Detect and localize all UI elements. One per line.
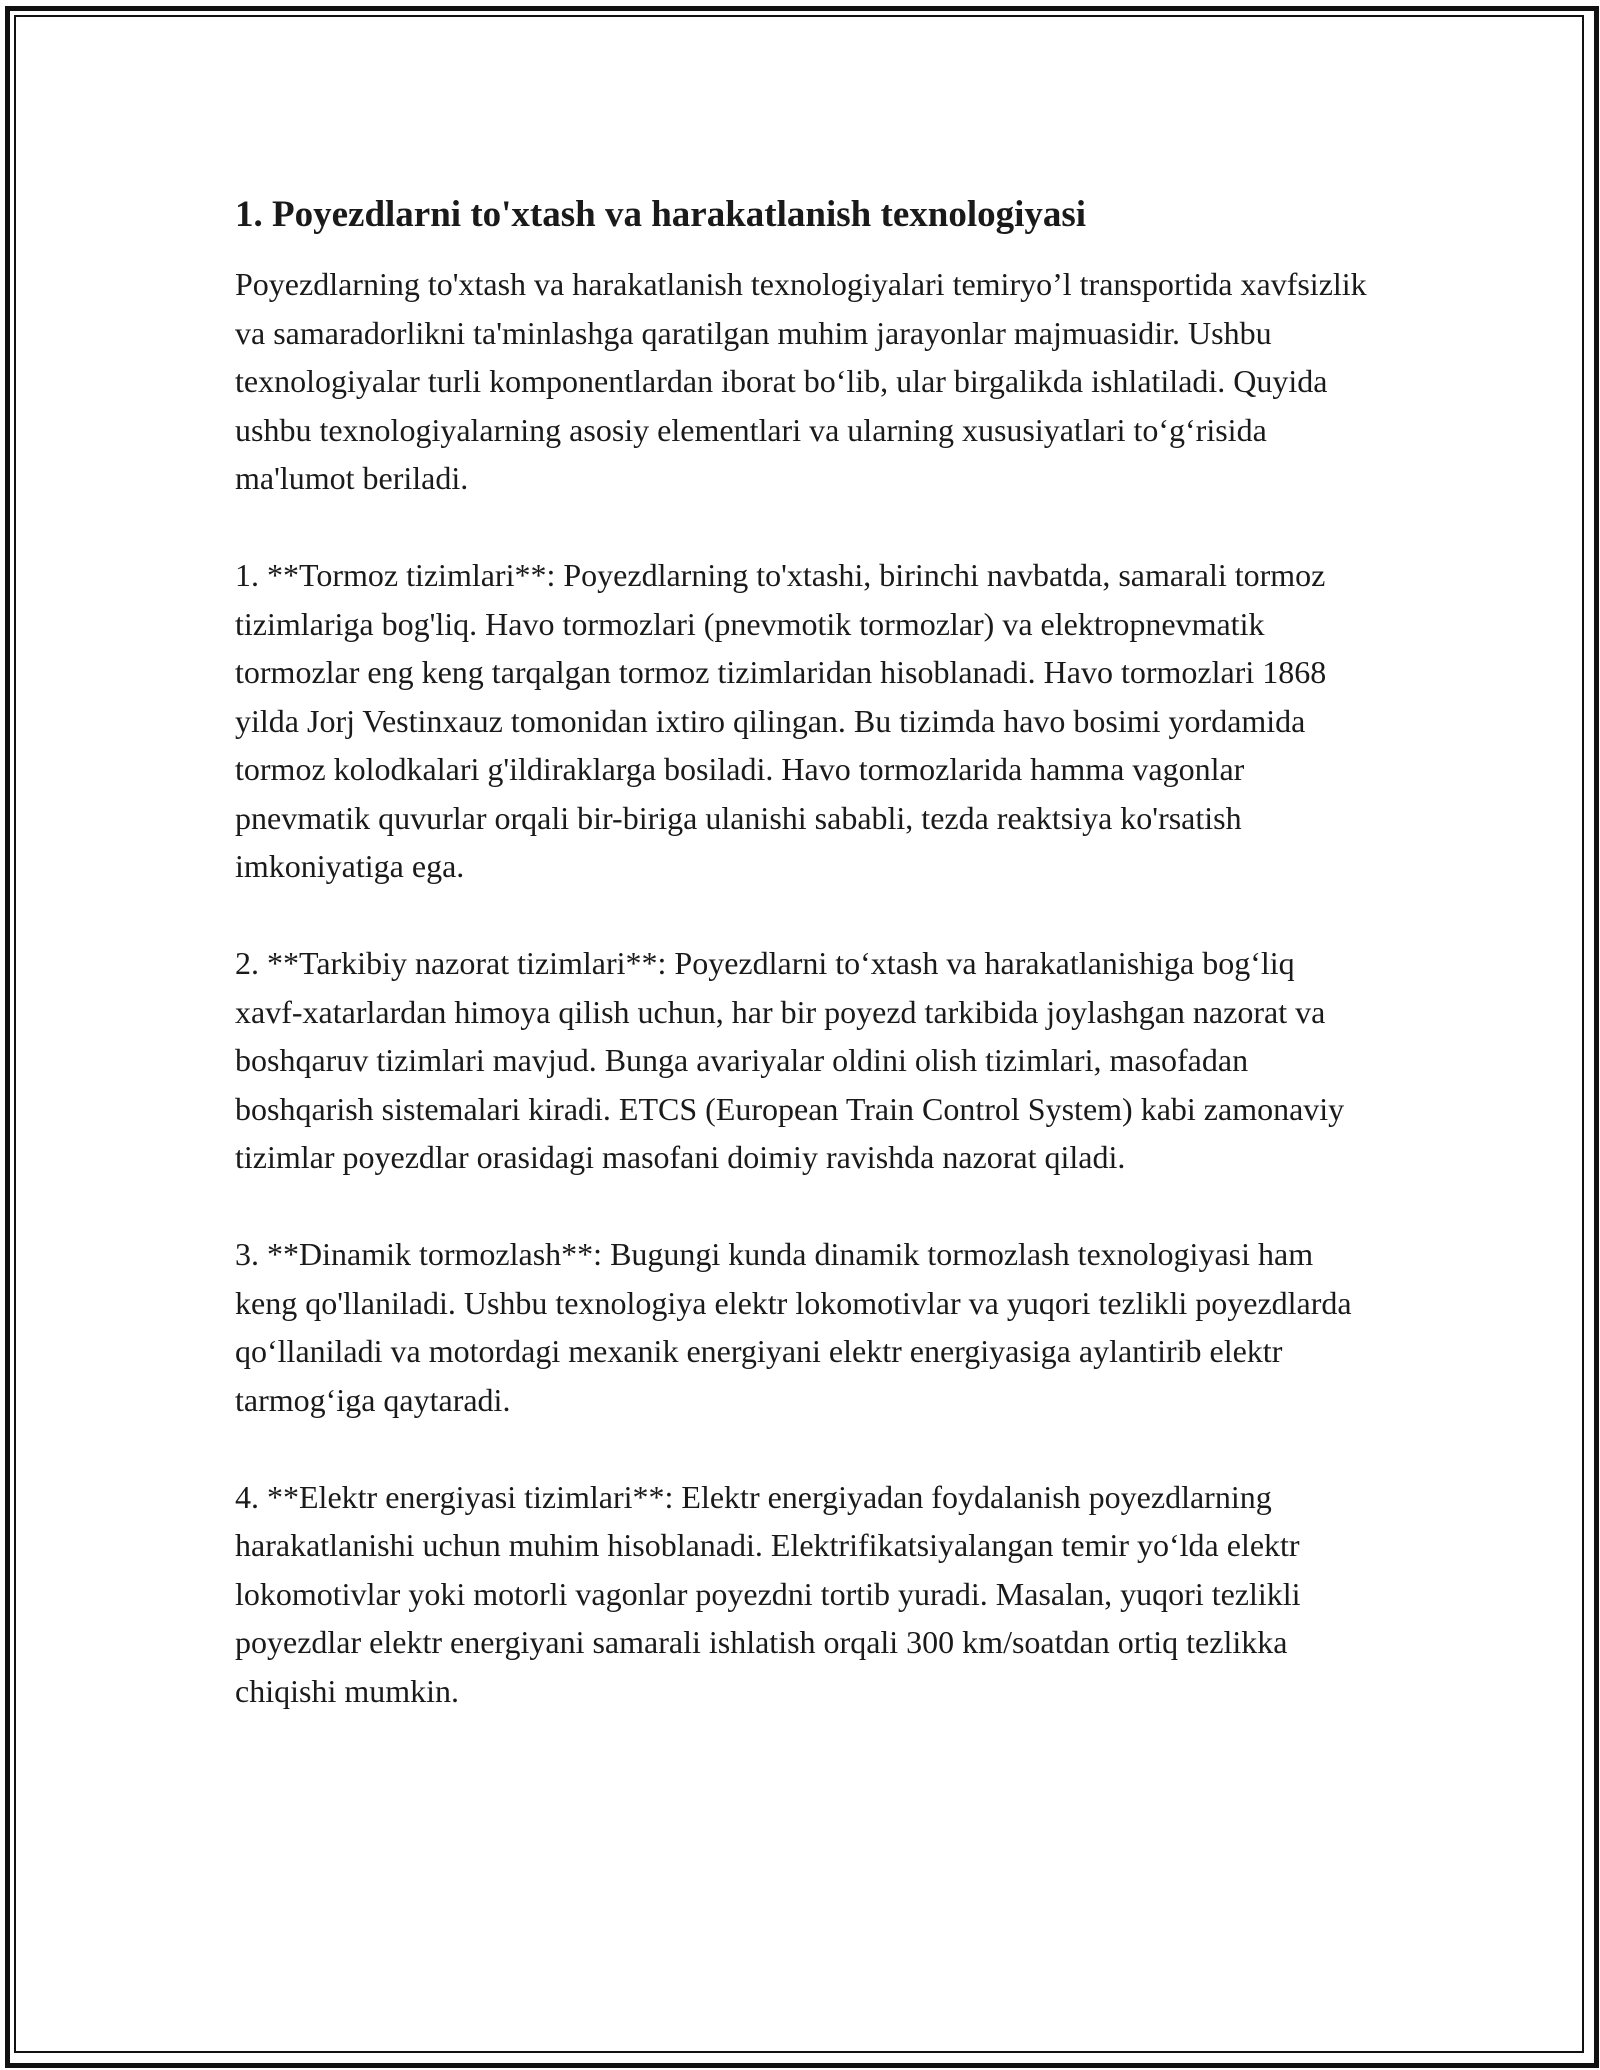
document-title: 1. Poyezdlarni to'xtash va harakatlanish texnologiyasi	[235, 194, 1087, 235]
paragraph-control-systems: 2. **Tarkibiy nazorat tizimlari**: Poyezdlarni to‘xtash va harakatlanishiga bog‘liq xavf-xatarlardan himoya qilish uchun, har bir poyezd tarkibida joylashgan nazorat va boshqaruv tizimlari mavjud. Bunga avariyalar oldini olish tizimlari, masofadan boshqarish sistemalari kiradi. ETCS (European Train Control System) kabi zamonaviy tizimlar poyezdlar orasidagi masofani doimiy ravishda nazorat qiladi.	[235, 945, 1345, 1175]
intro-paragraph: Poyezdlarning to'xtash va harakatlanish texnologiyalari temiryo’l transportida xavfsizlik va samaradorlikni ta'minlashga qaratilgan muhim jarayonlar majmuasidir. Ushbu texnologiyalar turli komponentlardan iborat bo‘lib, ular birgalikda ishlatiladi. Quyida ushbu texnologiyalarning asosiy elementlari va ularning xususiyatlari to‘g‘risida ma'lumot beriladi.	[235, 266, 1367, 496]
paragraph-electric-systems: 4. **Elektr energiyasi tizimlari**: Elektr energiyadan foydalanish poyezdlarning harakatlanishi uchun muhim hisoblanadi. Elektrifikatsiyalangan temir yo‘lda elektr lokomotivlar yoki motorli vagonlar poyezdni tortib yuradi. Masalan, yuqori tezlikli poyezdlar elektr energiyani samarali ishlatish orqali 300 km/soatdan ortiq tezlikka chiqishi mumkin.	[235, 1478, 1301, 1709]
paragraph-brake-systems: 1. **Tormoz tizimlari**: Poyezdlarning to'xtashi, birinchi navbatda, samarali tormoz tizimlariga bog'liq. Havo tormozlari (pnevmotik tormozlar) va elektropnevmatik tormozlar eng keng tarqalgan tormoz tizimlaridan hisoblanadi. Havo tormozlari 1868 yilda Jorj Vestinxauz tomonidan ixtiro qilingan. Bu tizimda havo bosimi yordamida tormoz kolodkalari g'ildiraklarga bosiladi. Havo tormozlarida hamma vagonlar pnevmatik quvurlar orqali bir-biriga ulanishi sababli, tezda reaktsiya ko'rsatish imkoniyatiga ega.	[235, 557, 1327, 884]
paragraph-dynamic-braking: 3. **Dinamik tormozlash**: Bugungi kunda dinamik tormozlash texnologiyasi ham keng qo'llaniladi. Ushbu texnologiya elektr lokomotivlar va yuqori tezlikli poyezdlarda qo‘llaniladi va motordagi mexanik energiyani elektr energiyasiga aylantirib elektr tarmog‘iga qaytaradi.	[235, 1236, 1352, 1418]
document-body	[235, 190, 1370, 1764]
